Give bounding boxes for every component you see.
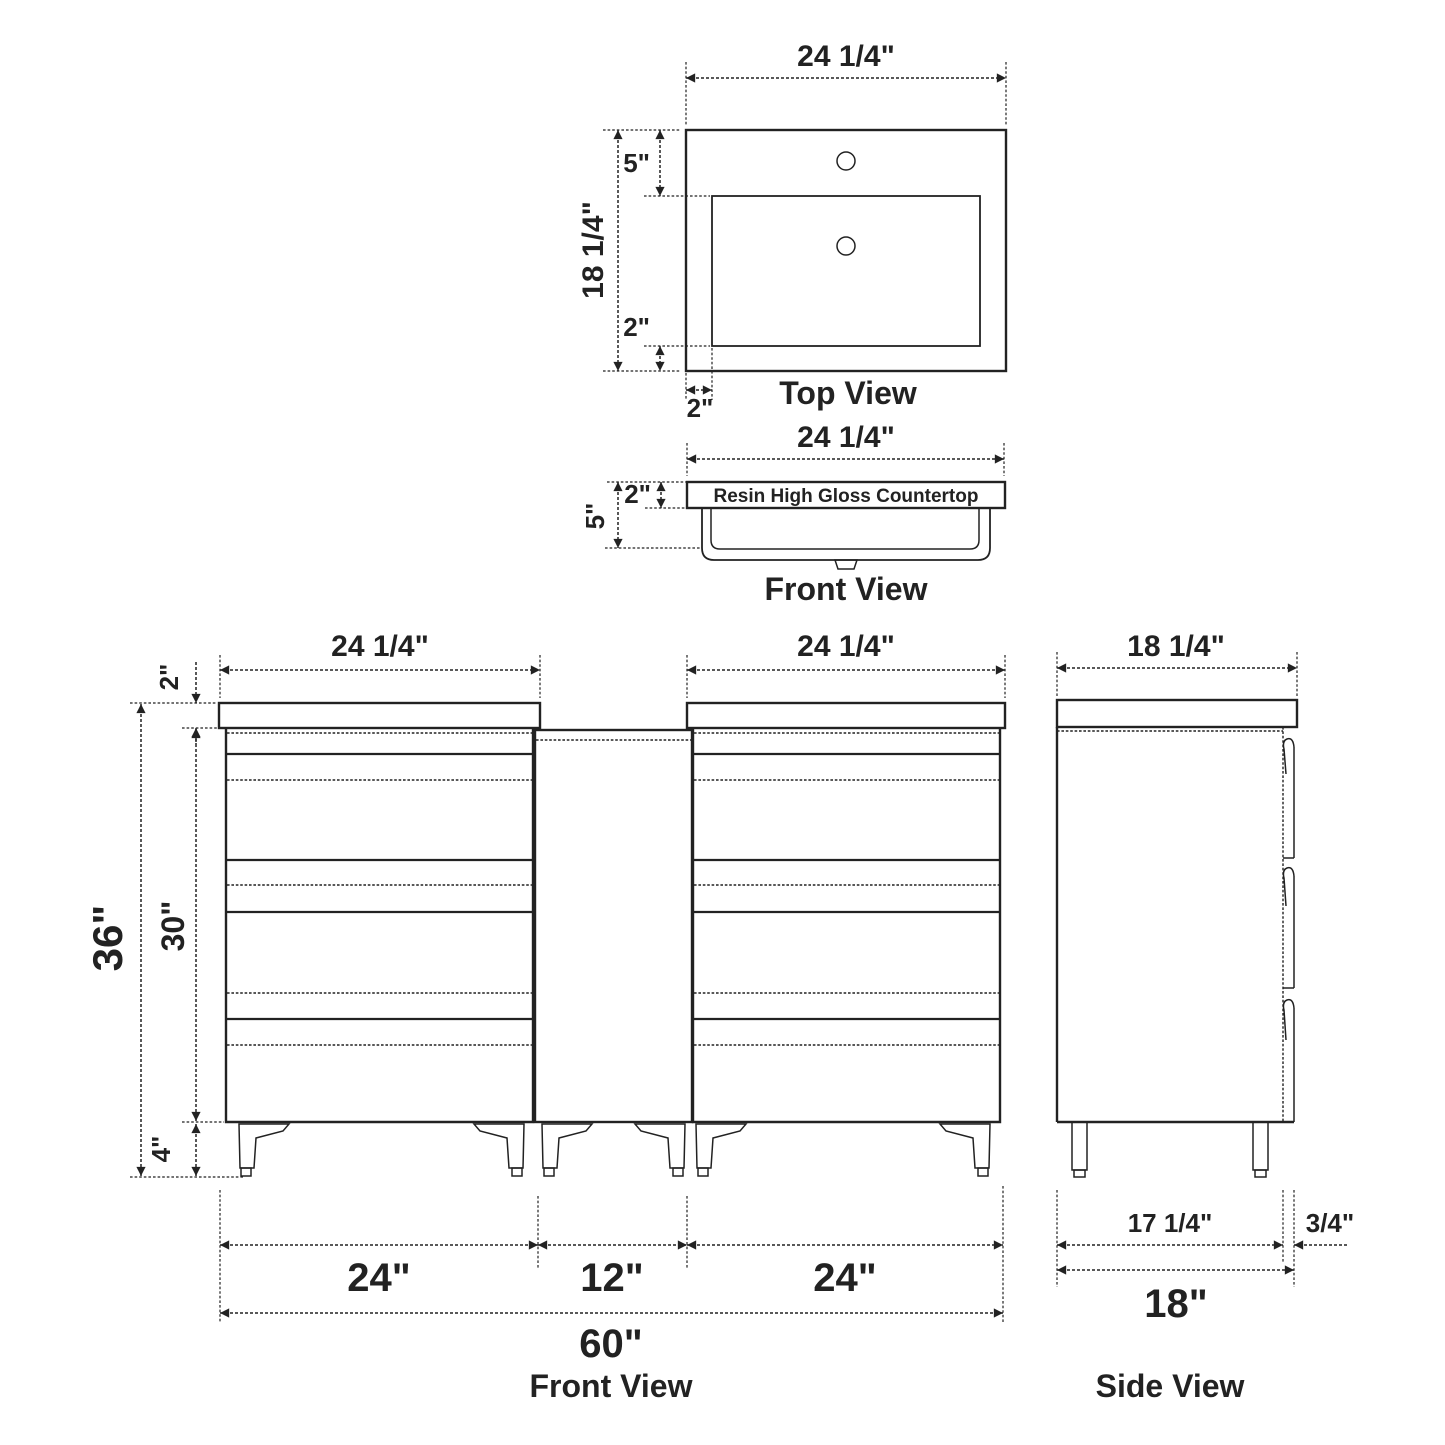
right-cabinet-drawer-seams: [694, 754, 999, 1019]
drain-hole: [837, 237, 855, 255]
side-cabinet-inner-lines: [1057, 727, 1283, 1122]
leg: [474, 1124, 524, 1168]
leg: [542, 1124, 592, 1168]
dim-label-basin-left-inset: 2": [686, 393, 714, 423]
dim-label-side-total-depth: 18": [1144, 1282, 1208, 1326]
left-cabinet-drawer-seams: [227, 754, 532, 1019]
right-cabinet-drawer-lines-dotted: [694, 733, 999, 1045]
left-cabinet-outline: [226, 728, 533, 1122]
dim-label-middle-cabinet-width: 12": [580, 1256, 644, 1300]
dim-label-leg-height: 4": [146, 1135, 176, 1163]
side-cabinet-outline: [1057, 727, 1294, 1122]
right-countertop: [687, 703, 1005, 728]
leg-foot: [673, 1168, 683, 1176]
dim-label-cabinet-height: 30": [155, 900, 191, 952]
dim-label-top-depth: 18 1/4": [577, 201, 610, 299]
leg-foot: [1074, 1170, 1085, 1177]
front-view-legs: [239, 1124, 990, 1176]
middle-cabinet-outline: [535, 730, 692, 1122]
sink-front-view: [580, 421, 1005, 607]
right-cabinet: [693, 728, 1000, 1122]
basin-inner-front: [711, 508, 979, 549]
side-view-title: Side View: [1095, 1368, 1245, 1404]
dim-label-right-cabinet-width: 24": [813, 1256, 877, 1300]
dim-label-left-countertop-width: 24 1/4": [331, 630, 429, 663]
middle-cabinet: [535, 730, 692, 1122]
right-cabinet-outline: [693, 728, 1000, 1122]
basin-outline-top: [712, 196, 980, 346]
leg: [1253, 1122, 1268, 1170]
drawer-pull-profile: [1283, 868, 1294, 906]
sink-outline-top: [686, 130, 1006, 371]
dim-label-total-width: 60": [579, 1322, 643, 1366]
dim-label-side-cabinet-depth: 17 1/4": [1127, 1208, 1213, 1238]
front-view-title: Front View: [529, 1368, 693, 1404]
drawer-pull-profile: [1283, 739, 1294, 774]
dim-label-faucet-offset: 5": [623, 148, 650, 178]
extension-lines: [1057, 1190, 1294, 1287]
side-countertop: [1057, 700, 1297, 727]
faucet-hole: [837, 152, 855, 170]
dim-label-total-height: 36": [84, 904, 131, 972]
sink-front-view-title: Front View: [764, 571, 928, 607]
dim-label-side-top-depth: 18 1/4": [1127, 630, 1225, 663]
left-countertop: [219, 703, 540, 728]
leg: [940, 1124, 990, 1168]
dim-label-sink-height: 5": [580, 502, 610, 530]
leg: [635, 1124, 685, 1168]
drain-stub: [835, 560, 857, 569]
left-cabinet: [226, 728, 533, 1122]
dim-label-top-width: 24 1/4": [797, 40, 895, 73]
leg-foot: [512, 1168, 522, 1176]
leg-foot: [544, 1168, 554, 1176]
dim-label-basin-bottom-inset: 2": [623, 312, 650, 342]
leg: [239, 1124, 289, 1168]
leg-foot: [698, 1168, 708, 1176]
countertop-material-label: Resin High Gloss Countertop: [713, 486, 979, 507]
dim-label-countertop-thickness: 2": [624, 479, 651, 509]
dim-label-left-cabinet-width: 24": [347, 1256, 411, 1300]
front-view: [84, 630, 1005, 1404]
left-cabinet-drawer-lines-dotted: [227, 733, 532, 1045]
dim-label-right-countertop-width: 24 1/4": [797, 630, 895, 663]
leg: [696, 1124, 746, 1168]
leg-foot: [1255, 1170, 1266, 1177]
drawer-pull-profile: [1283, 1000, 1294, 1040]
leg-foot: [241, 1168, 251, 1176]
side-view-legs: [1072, 1122, 1268, 1177]
leg: [1072, 1122, 1087, 1170]
top-view: [577, 40, 1006, 423]
dim-label-countertop-thickness: 2": [154, 663, 184, 691]
dim-label-sink-width: 24 1/4": [797, 421, 895, 454]
side-drawer-fronts: [1283, 739, 1294, 1122]
dim-label-drawer-front-thickness: 3/4": [1305, 1208, 1355, 1238]
side-view: [1057, 630, 1354, 1404]
leg-foot: [978, 1168, 988, 1176]
top-view-title: Top View: [779, 375, 917, 411]
basin-outer-front: [702, 508, 990, 560]
extension-lines: [220, 1186, 1003, 1322]
extension-lines: [130, 703, 224, 728]
